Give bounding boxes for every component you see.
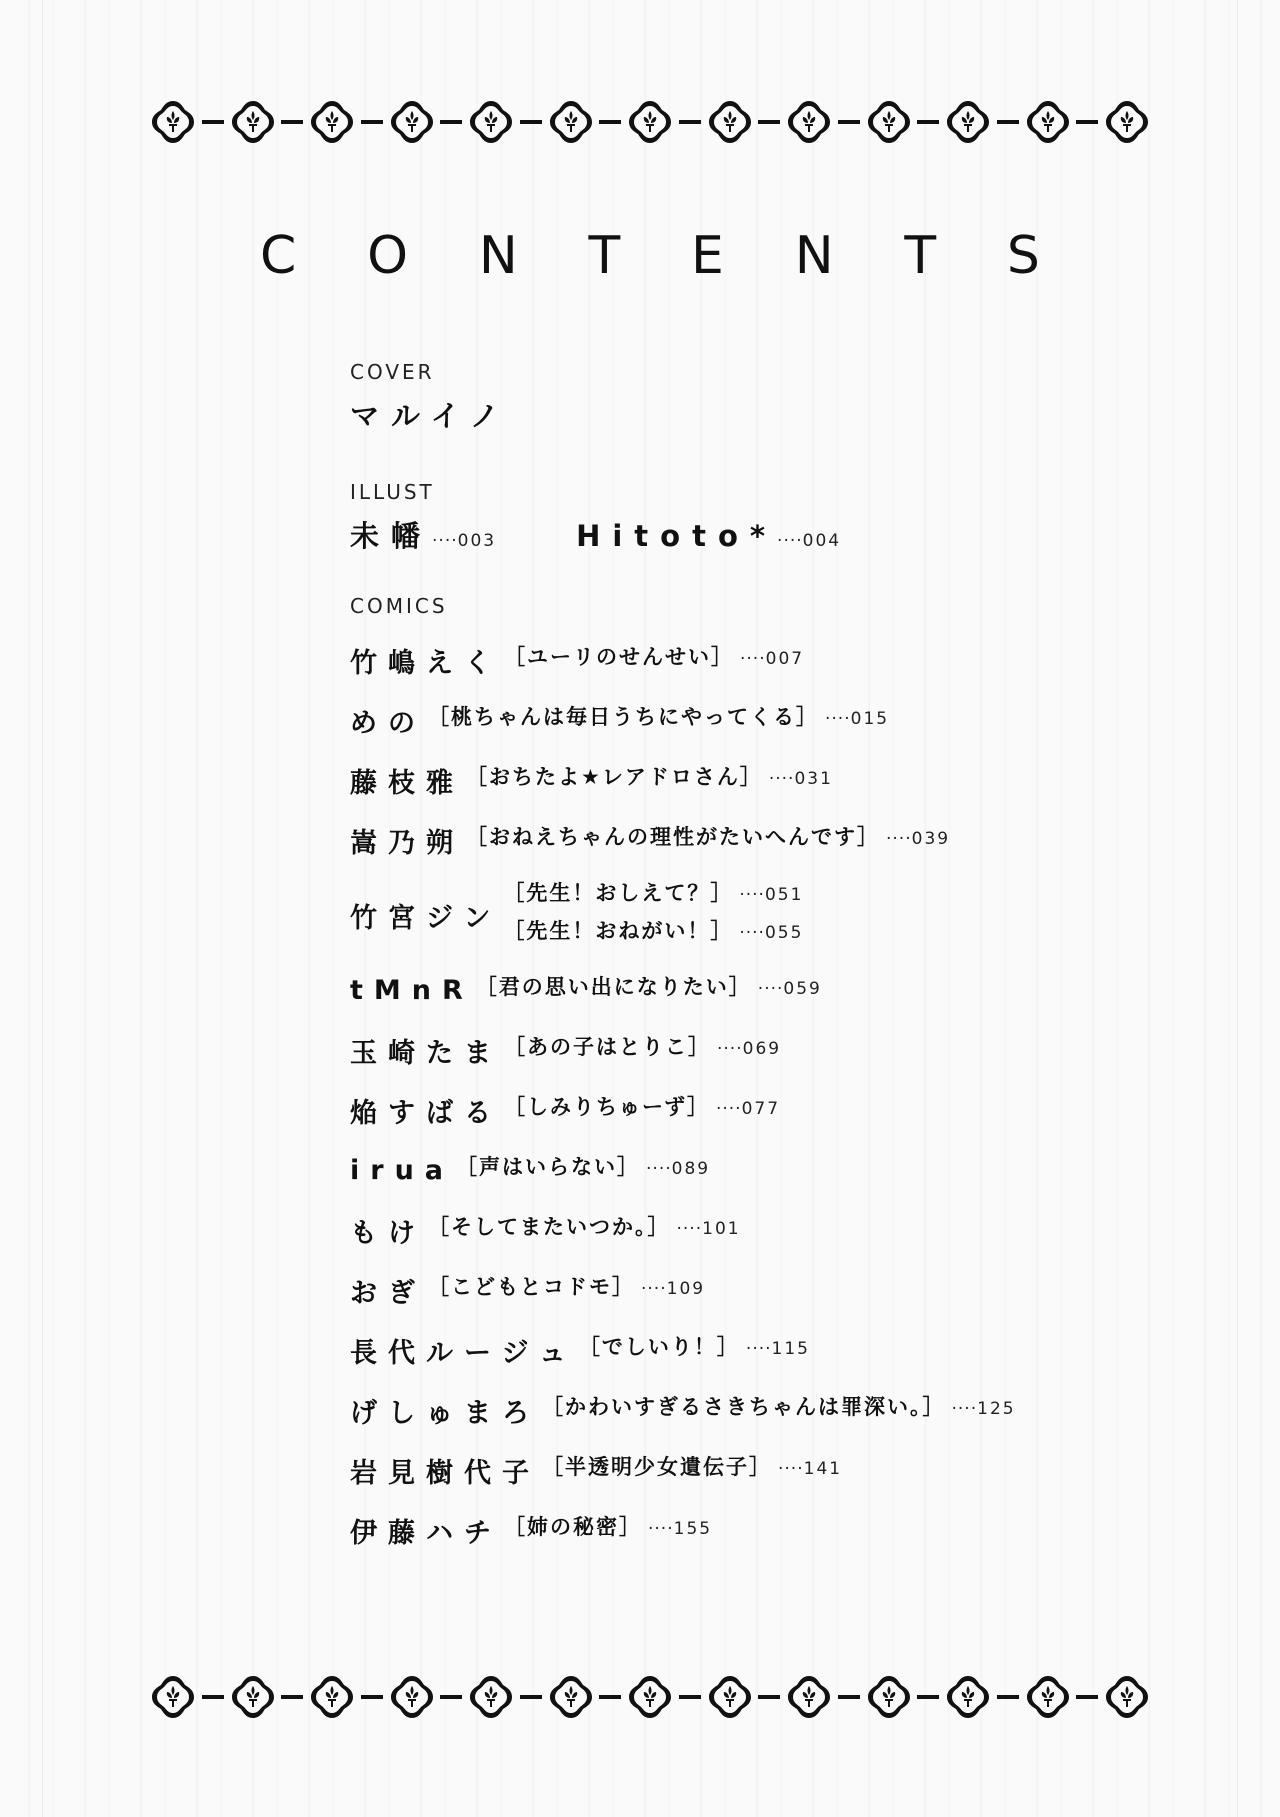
table-of-contents [350, 360, 1170, 1586]
comic-work [504, 1091, 780, 1129]
list-item [350, 690, 1170, 750]
illust-artist: 未幡 [350, 519, 433, 553]
page-number: ····055 [739, 923, 804, 943]
fleur-de-lis-ornament-icon [786, 99, 832, 145]
ornamental-border-top [150, 92, 1150, 152]
page-number: ····155 [648, 1519, 713, 1539]
comics-label: COMICS [350, 594, 448, 618]
comic-author: 玉崎たま [350, 1037, 502, 1069]
fleur-de-lis-ornament-icon [150, 1674, 196, 1720]
fleur-de-lis-ornament-icon [389, 1674, 435, 1720]
fleur-de-lis-ornament-icon [468, 99, 514, 145]
fleur-de-lis-ornament-icon [945, 1674, 991, 1720]
comic-work [466, 761, 833, 799]
fleur-de-lis-ornament-icon [1025, 99, 1071, 145]
comic-works [476, 971, 822, 1009]
border-dash [838, 120, 860, 124]
comic-work [504, 1031, 781, 1069]
title-letter: T [588, 226, 621, 286]
title-letter: C [260, 226, 297, 286]
comic-works [504, 1511, 712, 1549]
comic-title: ［先生！おねがい！］ [503, 919, 734, 943]
list-item [350, 1440, 1170, 1500]
comic-works [466, 761, 833, 799]
page-number: ····004 [777, 531, 842, 551]
border-dash [997, 1695, 1019, 1699]
comic-title: ［あの子はとりこ］ [504, 1035, 711, 1059]
fleur-de-lis-ornament-icon [150, 99, 196, 145]
fleur-de-lis-ornament-icon [627, 99, 673, 145]
comic-author: 竹宮ジン [350, 902, 502, 934]
fleur-de-lis-ornament-icon [548, 1674, 594, 1720]
comic-title: ［君の思い出になりたい］ [475, 975, 752, 999]
comic-work [466, 821, 950, 859]
comic-author: 岩見樹代子 [350, 1457, 540, 1489]
border-dash [281, 1695, 303, 1699]
comic-title: ［先生！おしえて？］ [503, 881, 734, 905]
page-number: ····003 [432, 531, 497, 551]
list-item [350, 1320, 1170, 1380]
comic-works [466, 821, 950, 859]
comic-title: ［そしてまたいつか。］ [428, 1215, 671, 1239]
comic-title: ［おねえちゃんの理性がたいへんです］ [466, 825, 880, 849]
fleur-de-lis-ornament-icon [230, 99, 276, 145]
comic-title: ［しみりちゅーず］ [504, 1095, 710, 1119]
list-item [350, 1140, 1170, 1200]
comic-title: ［かわいすぎるさきちゃんは罪深い。］ [542, 1395, 946, 1419]
fleur-de-lis-ornament-icon [707, 1674, 753, 1720]
comic-author: 長代ルージュ [350, 1337, 577, 1369]
fleur-de-lis-ornament-icon [1104, 99, 1150, 145]
border-dash [599, 120, 621, 124]
title-letter: T [904, 226, 937, 286]
comic-work [476, 971, 822, 1009]
list-item [350, 1260, 1170, 1320]
page-number: ····089 [646, 1159, 711, 1179]
fleur-de-lis-ornament-icon [1104, 1674, 1150, 1720]
comic-works [542, 1451, 842, 1489]
list-item [350, 1020, 1170, 1080]
comic-works [504, 1091, 780, 1129]
list-item [350, 1080, 1170, 1140]
border-dash [440, 120, 462, 124]
comic-works [503, 877, 803, 953]
fleur-de-lis-ornament-icon [389, 99, 435, 145]
border-dash [679, 120, 701, 124]
page-number: ····101 [676, 1219, 741, 1239]
border-dash [599, 1695, 621, 1699]
page-number: ····109 [641, 1279, 706, 1299]
comic-work [542, 1391, 1016, 1429]
list-item [350, 630, 1170, 690]
fleur-de-lis-ornament-icon [548, 99, 594, 145]
ornamental-border-bottom [150, 1667, 1150, 1727]
title-letter: N [478, 226, 518, 286]
comic-author: tMnR [350, 974, 474, 1006]
comic-title: ［でしいり！］ [578, 1335, 740, 1359]
border-dash [679, 1695, 701, 1699]
page-number: ····031 [768, 769, 833, 789]
illust-artist: Hitoto* [576, 519, 778, 553]
page-number: ····125 [951, 1399, 1016, 1419]
cover-label: COVER [350, 360, 435, 384]
page-number: ····069 [717, 1039, 782, 1059]
fleur-de-lis-ornament-icon [1025, 1674, 1071, 1720]
contents-title [260, 226, 1040, 286]
border-dash [202, 1695, 224, 1699]
border-dash [838, 1695, 860, 1699]
comics-section [350, 594, 1170, 1560]
comic-works [428, 701, 889, 739]
illust-item [576, 516, 841, 556]
cover-artist: マルイノ [350, 399, 511, 433]
border-dash [361, 120, 383, 124]
comic-author: めの [350, 707, 426, 739]
border-dash [758, 1695, 780, 1699]
fleur-de-lis-ornament-icon [309, 99, 355, 145]
border-dash [758, 120, 780, 124]
illust-section [350, 480, 1170, 556]
title-letter: S [1006, 226, 1040, 286]
comic-work [579, 1331, 810, 1369]
comic-author: 焔すばる [350, 1097, 502, 1129]
comic-works [504, 641, 804, 679]
illust-row [350, 516, 1170, 556]
border-dash [361, 1695, 383, 1699]
title-letter: E [691, 226, 724, 286]
border-dash [1076, 1695, 1098, 1699]
list-item [350, 750, 1170, 810]
illust-label: ILLUST [350, 480, 435, 504]
border-dash [202, 120, 224, 124]
border-dash [281, 120, 303, 124]
list-item [350, 1500, 1170, 1560]
comic-title: ［声はいらない］ [456, 1155, 641, 1179]
border-dash [520, 120, 542, 124]
page-number: ····015 [825, 709, 890, 729]
border-dash [997, 120, 1019, 124]
page-number: ····007 [740, 649, 805, 669]
page-number: ····059 [757, 979, 822, 999]
list-item [350, 960, 1170, 1020]
comic-title: ［桃ちゃんは毎日うちにやってくる］ [428, 705, 819, 729]
comics-list [350, 630, 1170, 1560]
border-dash [917, 1695, 939, 1699]
comic-work [542, 1451, 842, 1489]
comic-title: ［こどもとコドモ］ [428, 1275, 635, 1299]
list-item [350, 870, 1170, 960]
list-item [350, 810, 1170, 870]
page-number: ····141 [778, 1459, 843, 1479]
title-letter: O [367, 226, 409, 286]
page-number: ····039 [886, 829, 951, 849]
comic-works [579, 1331, 810, 1369]
comic-works [504, 1031, 781, 1069]
illust-item [350, 516, 496, 556]
border-dash [440, 1695, 462, 1699]
fleur-de-lis-ornament-icon [786, 1674, 832, 1720]
border-dash [520, 1695, 542, 1699]
comic-title: ［半透明少女遺伝子］ [542, 1455, 772, 1479]
comic-title: ［姉の秘密］ [504, 1515, 642, 1539]
fleur-de-lis-ornament-icon [627, 1674, 673, 1720]
border-dash [1076, 120, 1098, 124]
comic-works [456, 1151, 710, 1189]
page-number: ····051 [739, 885, 804, 905]
comic-author: 伊藤ハチ [350, 1517, 502, 1549]
comic-author: おぎ [350, 1277, 426, 1309]
cover-section [350, 360, 1170, 436]
comic-title: ［ユーリのせんせい］ [504, 645, 734, 669]
comic-work [428, 1211, 741, 1249]
comic-work [428, 701, 889, 739]
list-item [350, 1380, 1170, 1440]
comic-work [456, 1151, 710, 1189]
fleur-de-lis-ornament-icon [230, 1674, 276, 1720]
page-number: ····115 [745, 1339, 810, 1359]
comic-author: もけ [350, 1217, 426, 1249]
comic-works [428, 1271, 705, 1309]
comic-title: ［おちたよ★レアドロさん］ [466, 765, 763, 789]
comic-work [503, 915, 803, 953]
comic-work [504, 1511, 712, 1549]
comic-author: げしゅまろ [350, 1397, 540, 1429]
fleur-de-lis-ornament-icon [945, 99, 991, 145]
fleur-de-lis-ornament-icon [309, 1674, 355, 1720]
comic-works [428, 1211, 741, 1249]
fleur-de-lis-ornament-icon [468, 1674, 514, 1720]
fleur-de-lis-ornament-icon [707, 99, 753, 145]
comic-author: 嵩乃朔 [350, 827, 464, 859]
border-dash [917, 120, 939, 124]
comic-work [428, 1271, 705, 1309]
comic-author: 藤枝雅 [350, 767, 464, 799]
comic-work [503, 877, 803, 915]
list-item [350, 1200, 1170, 1260]
fleur-de-lis-ornament-icon [866, 99, 912, 145]
comic-author: 竹嶋えく [350, 647, 502, 679]
page-number: ····077 [715, 1099, 781, 1119]
title-letter: N [794, 226, 834, 286]
comic-works [542, 1391, 1016, 1429]
comic-work [504, 641, 804, 679]
comic-author: irua [350, 1154, 455, 1186]
fleur-de-lis-ornament-icon [866, 1674, 912, 1720]
